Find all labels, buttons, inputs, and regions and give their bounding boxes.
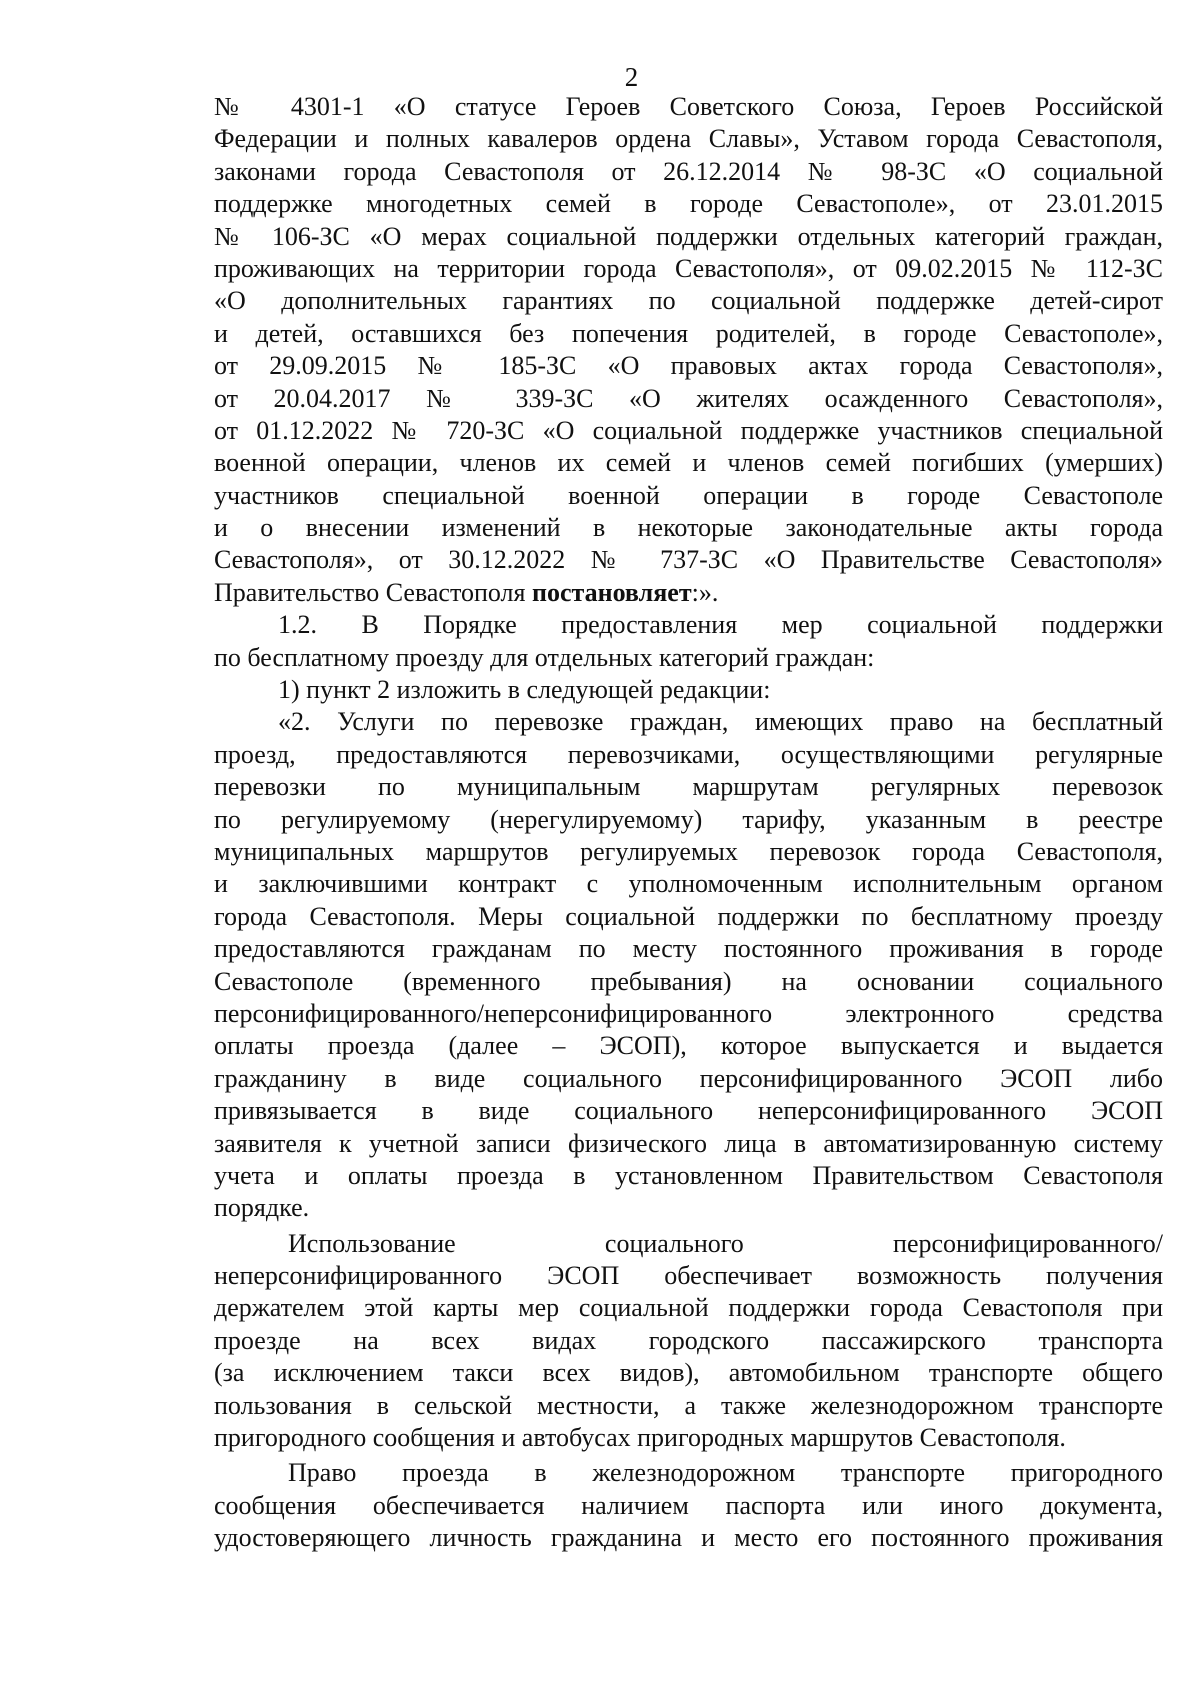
text-line: предоставляются гражданам по месту постоянного проживания в городе bbox=[214, 934, 1163, 964]
text-line: Севастополе (временного пребывания) на основании социального bbox=[214, 966, 1163, 996]
text-line: «2. Услуги по перевозке граждан, имеющих право на бесплатный bbox=[278, 707, 1163, 737]
text-line: удостоверяющего личность гражданина и место его постоянного проживания bbox=[214, 1523, 1163, 1553]
text-line: военной операции, членов их семей и членов семей погибших (умерших) bbox=[214, 448, 1163, 478]
text-line: № 4301-1 «О статусе Героев Советского Союза, Героев Российской bbox=[214, 92, 1163, 121]
text-line: по бесплатному проезду для отдельных категорий граждан: bbox=[214, 642, 875, 672]
text-line: города Севастополя. Меры социальной поддержки по бесплатному проезду bbox=[214, 901, 1163, 931]
paragraph bbox=[214, 674, 1163, 706]
text-line: 1) пункт 2 изложить в следующей редакции: bbox=[278, 675, 771, 705]
text-line: (за исключением такси всех видов), автомобильном транспорте общего bbox=[214, 1358, 1163, 1388]
text-line: муниципальных маршрутов регулируемых перевозок города Севастополя, bbox=[214, 836, 1163, 866]
text-line: поддержке многодетных семей в городе Севастополе», от 23.01.2015 bbox=[214, 189, 1163, 219]
paragraph bbox=[214, 609, 1163, 674]
text-line: порядке. bbox=[214, 1193, 310, 1223]
text-line: оплаты проезда (далее – ЭСОП), которое выпускается и выдается bbox=[214, 1031, 1163, 1061]
text-line: держателем этой карты мер социальной поддержки города Севастополя при bbox=[214, 1293, 1163, 1323]
paragraph bbox=[214, 706, 1163, 1224]
text-line: по регулируемому (нерегулируемому) тарифу, указанным в реестре bbox=[214, 804, 1163, 834]
text-line: проезде на всех видах городского пассажирского транспорта bbox=[214, 1325, 1163, 1355]
text-line: Федерации и полных кавалеров ордена Славы», Уставом города Севастополя, bbox=[214, 124, 1163, 154]
text-line: Севастополя», от 30.12.2022 № 737-ЗС «О Правительстве Севастополя» bbox=[214, 545, 1163, 575]
text-line: проживающих на территории города Севастополя», от 09.02.2015 № 112-ЗС bbox=[214, 253, 1163, 283]
text-line: Право проезда в железнодорожном транспорте пригородного bbox=[288, 1458, 1163, 1488]
text-line: «О дополнительных гарантиях по социальной поддержке детей-сирот bbox=[214, 286, 1163, 316]
text-line: привязывается в виде социального неперсонифицированного ЭСОП bbox=[214, 1096, 1163, 1126]
text-line: Использование социального персонифицированного/ bbox=[288, 1228, 1163, 1258]
text-line: пользования в сельской местности, а также железнодорожном транспорте bbox=[214, 1390, 1163, 1420]
text-segment: Правительство Севастополя bbox=[214, 577, 532, 607]
text-line: учета и оплаты проезда в установленном Правительством Севастополя bbox=[214, 1160, 1163, 1190]
text-line: персонифицированного/неперсонифицированного электронного средства bbox=[214, 998, 1163, 1028]
text-line: и детей, оставшихся без попечения родителей, в городе Севастополе», bbox=[214, 318, 1163, 348]
text-line: проезд, предоставляются перевозчиками, осуществляющими регулярные bbox=[214, 739, 1163, 769]
text-line: заявителя к учетной записи физического лица в автоматизированную систему bbox=[214, 1128, 1163, 1158]
text-line bbox=[214, 577, 1163, 609]
text-line: и о внесении изменений в некоторые законодательные акты города bbox=[214, 513, 1163, 543]
text-segment: :». bbox=[691, 577, 719, 607]
text-line: и заключившими контракт с уполномоченным исполнительным органом bbox=[214, 869, 1163, 899]
text-line: № 106-ЗС «О мерах социальной поддержки отдельных категорий граждан, bbox=[214, 221, 1163, 251]
paragraph bbox=[214, 91, 1163, 609]
text-line: перевозки по муниципальным маршрутам регулярных перевозок bbox=[214, 772, 1163, 802]
text-line: законами города Севастополя от 26.12.2014 № 98-ЗС «О социальной bbox=[214, 156, 1163, 186]
text-line: от 20.04.2017 № 339-ЗС «О жителях осажденного Севастополя», bbox=[214, 383, 1163, 413]
text-line: от 29.09.2015 № 185-ЗС «О правовых актах города Севастополя», bbox=[214, 351, 1163, 381]
text-line: участников специальной военной операции в городе Севастополе bbox=[214, 480, 1163, 510]
text-line: неперсонифицированного ЭСОП обеспечивает возможность получения bbox=[214, 1261, 1163, 1291]
paragraph bbox=[214, 1457, 1163, 1554]
text-line: гражданину в виде социального персонифицированного ЭСОП либо bbox=[214, 1063, 1163, 1093]
document-body bbox=[214, 91, 1163, 1555]
text-line: от 01.12.2022 № 720-ЗС «О социальной поддержке участников специальной bbox=[214, 415, 1163, 445]
text-line: 1.2. В Порядке предоставления мер социальной поддержки bbox=[278, 610, 1163, 640]
text-line: сообщения обеспечивается наличием паспорта или иного документа, bbox=[214, 1490, 1163, 1520]
bold-keyword: постановляет bbox=[531, 577, 692, 607]
text-line: пригородного сообщения и автобусах пригородных маршрутов Севастополя. bbox=[214, 1423, 1066, 1453]
page-number: 2 bbox=[624, 62, 639, 92]
paragraph bbox=[214, 1228, 1163, 1455]
